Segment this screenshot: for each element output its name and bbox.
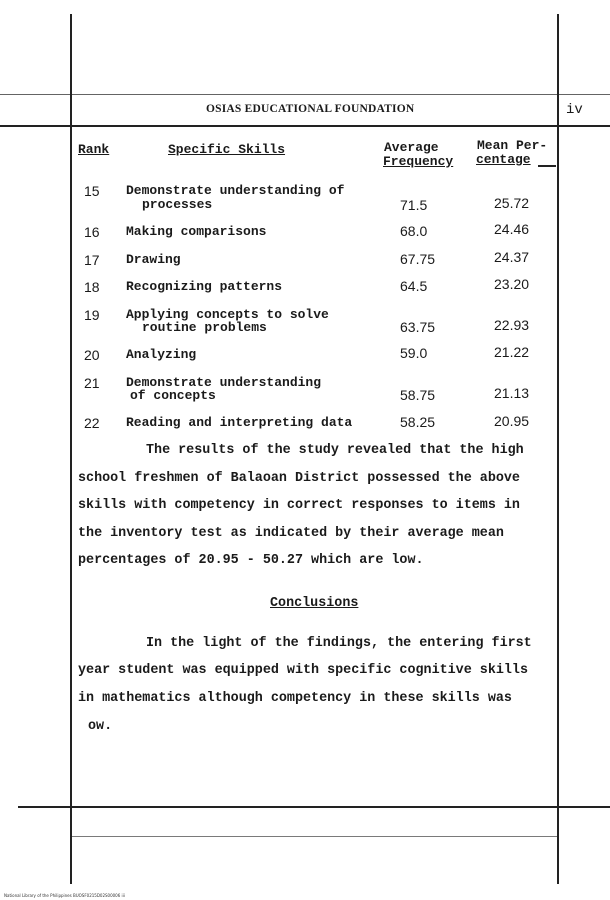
page-number: iv	[566, 102, 583, 118]
header-top-line	[0, 94, 610, 95]
row-percentage: 23.20	[494, 276, 530, 292]
row-rank: 19	[84, 307, 100, 323]
rank-header: Rank	[78, 142, 110, 157]
row-skill: Making comparisons	[126, 224, 267, 239]
row-percentage: 21.22	[494, 344, 530, 360]
row-percentage: 25.72	[494, 195, 530, 211]
conclusions-line-1: In the light of the findings, the entering first	[146, 636, 532, 651]
row-frequency: 58.75	[400, 387, 436, 403]
row-frequency: 63.75	[400, 319, 436, 335]
results-line-2: school freshmen of Balaoan District possessed the above	[78, 471, 520, 486]
row-rank: 21	[84, 375, 100, 391]
row-percentage: 24.37	[494, 249, 530, 265]
row-skill: Applying concepts to solve	[126, 307, 329, 322]
row-percentage: 21.13	[494, 385, 530, 401]
row-percentage: 20.95	[494, 413, 530, 429]
conclusions-line-3: in mathematics although competency in these skills was	[78, 691, 512, 706]
results-line-4: the inventory test as indicated by their average mean	[78, 526, 504, 541]
row-skill: Reading and interpreting data	[126, 415, 353, 430]
row-skill-cont: processes	[142, 197, 213, 212]
conclusions-line-2: year student was equipped with specific cognitive skills	[78, 663, 528, 678]
row-percentage: 24.46	[494, 221, 530, 237]
row-frequency: 68.0	[400, 223, 428, 239]
pct-header-1: Mean Per-	[477, 138, 548, 153]
row-skill: Drawing	[126, 252, 181, 267]
row-skill: Demonstrate understanding of	[126, 183, 345, 198]
row-frequency: 59.0	[400, 345, 428, 361]
footer-rule-2	[70, 836, 558, 837]
conclusions-line-4: ow.	[88, 719, 113, 734]
row-frequency: 67.75	[400, 251, 436, 267]
results-line-5: percentages of 20.95 - 50.27 which are low.	[78, 553, 424, 568]
pct-header-2: centage	[476, 152, 531, 167]
row-rank: 17	[84, 252, 100, 268]
row-percentage: 22.93	[494, 317, 530, 333]
freq-header-1: Average	[384, 140, 439, 155]
footer-text: National Library of the Philippines BUOSF0215D02S00006 iii	[4, 893, 125, 898]
right-margin-line	[557, 14, 559, 884]
row-frequency: 58.25	[400, 414, 436, 430]
row-skill-cont: routine problems	[142, 320, 267, 335]
row-rank: 15	[84, 183, 100, 199]
footer-rule	[18, 806, 610, 808]
freq-header-2: Frequency	[383, 154, 454, 169]
row-rank: 20	[84, 347, 100, 363]
header-rule	[0, 125, 610, 127]
row-frequency: 71.5	[400, 197, 428, 213]
row-rank: 16	[84, 224, 100, 240]
results-line-1: The results of the study revealed that the high	[146, 443, 524, 458]
results-line-3: skills with competency in correct responses to items in	[78, 498, 520, 513]
row-rank: 22	[84, 415, 100, 431]
left-margin-line	[70, 14, 72, 884]
foundation-title: OSIAS EDUCATIONAL FOUNDATION	[206, 103, 415, 115]
row-skill: Analyzing	[126, 347, 197, 362]
row-skill: Demonstrate understanding	[126, 375, 322, 390]
row-skill-cont: of concepts	[130, 388, 216, 403]
row-skill: Recognizing patterns	[126, 279, 283, 294]
pct-header-dash	[538, 165, 556, 167]
row-rank: 18	[84, 279, 100, 295]
conclusions-heading: Conclusions	[270, 596, 359, 611]
row-frequency: 64.5	[400, 278, 428, 294]
skills-header: Specific Skills	[168, 142, 286, 157]
